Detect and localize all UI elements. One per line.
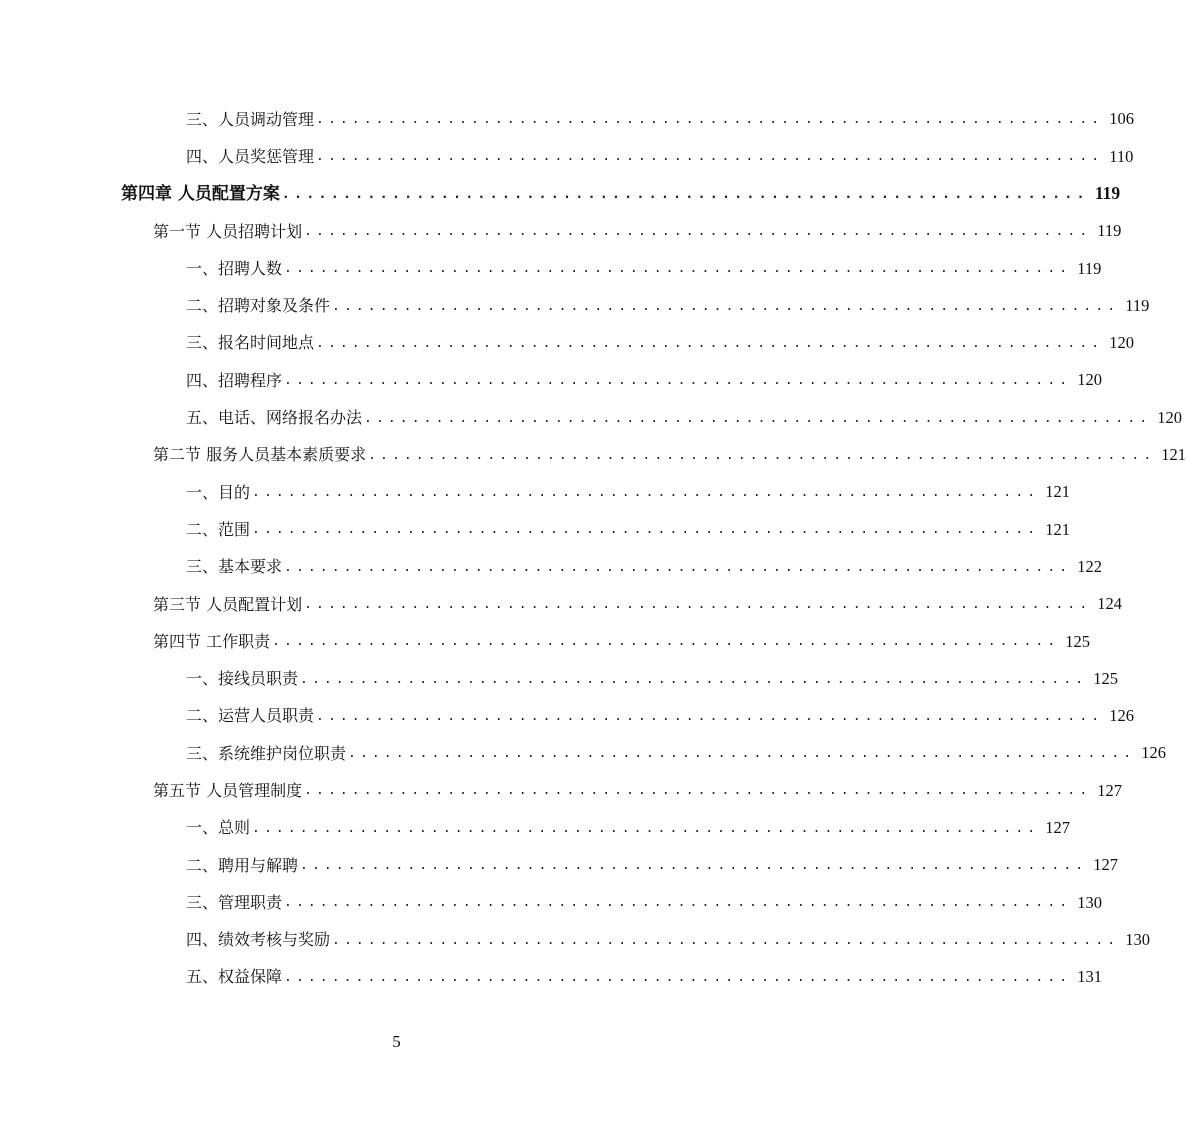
toc-entry-title: 五、电话、网络报名办法 xyxy=(186,408,363,428)
toc-entry-page: 127 xyxy=(1097,780,1123,800)
toc-entry-page: 110 xyxy=(1109,146,1134,166)
toc-entry-title: 一、目的 xyxy=(186,482,251,502)
dot-leader: .................................................................. xyxy=(316,335,1104,351)
toc-entry-title: 一、招聘人数 xyxy=(186,258,283,278)
toc-entry-title: 一、接线员职责 xyxy=(186,669,299,689)
toc-entry-title: 三、基本要求 xyxy=(186,557,283,577)
table-of-contents xyxy=(0,101,1186,996)
dot-leader: .................................................................. xyxy=(300,671,1088,687)
dot-leader: .................................................................. xyxy=(364,410,1152,426)
dot-leader: .................................................................. xyxy=(284,895,1072,911)
toc-entry-title: 三、人员调动管理 xyxy=(186,109,315,129)
toc-entry-page: 119 xyxy=(1097,221,1122,241)
toc-entry-title: 三、系统维护岗位职责 xyxy=(186,743,347,763)
dot-leader: .................................................................. xyxy=(316,112,1104,128)
toc-entry[interactable] xyxy=(0,959,1102,996)
toc-entry[interactable] xyxy=(0,884,1102,921)
toc-entry-page: 120 xyxy=(1077,370,1102,390)
toc-entry-title: 二、运营人员职责 xyxy=(186,706,315,726)
dot-leader: .................................................................. xyxy=(304,597,1092,612)
toc-entry[interactable] xyxy=(0,847,1118,884)
toc-section[interactable] xyxy=(0,772,1123,809)
toc-entry[interactable] xyxy=(0,399,1182,436)
toc-entry-title: 三、报名时间地点 xyxy=(186,333,315,353)
toc-section[interactable] xyxy=(0,213,1122,250)
toc-entry-page: 127 xyxy=(1045,818,1070,838)
page-number: 5 xyxy=(392,1032,401,1051)
toc-entry-page: 126 xyxy=(1141,743,1166,763)
dot-leader: .................................................................. xyxy=(252,820,1040,836)
toc-entry[interactable] xyxy=(0,287,1150,324)
dot-leader: .................................................................. xyxy=(316,149,1104,165)
toc-entry[interactable] xyxy=(0,362,1102,399)
toc-entry-page: 121 xyxy=(1045,482,1070,502)
dot-leader: .................................................................. xyxy=(332,932,1120,948)
dot-leader: .................................................................. xyxy=(284,969,1072,985)
dot-leader: .................................................................. xyxy=(300,858,1088,874)
toc-entry-page: 120 xyxy=(1157,407,1182,427)
dot-leader: .................................................................. xyxy=(281,186,1089,202)
dot-leader: .................................................................. xyxy=(348,746,1136,762)
toc-entry[interactable] xyxy=(0,698,1134,735)
toc-entry-title: 四、招聘程序 xyxy=(186,370,283,390)
toc-section[interactable] xyxy=(0,623,1091,660)
dot-leader: .................................................................. xyxy=(284,373,1072,389)
dot-leader: .................................................................. xyxy=(252,485,1040,501)
toc-entry-page: 119 xyxy=(1077,258,1102,278)
toc-entry-page: 121 xyxy=(1045,519,1070,539)
toc-entry[interactable] xyxy=(0,138,1134,175)
toc-entry-title: 三、管理职责 xyxy=(186,892,283,912)
toc-entry[interactable] xyxy=(0,511,1070,548)
toc-entry-title: 第四章 人员配置方案 xyxy=(121,183,280,204)
dot-leader: .................................................................. xyxy=(332,298,1120,314)
toc-entry-title: 二、范围 xyxy=(186,519,251,539)
toc-entry-title: 四、人员奖惩管理 xyxy=(186,146,315,166)
toc-entry-page: 131 xyxy=(1077,967,1102,987)
toc-entry-title: 第五节 人员管理制度 xyxy=(153,780,303,800)
toc-entry-title: 二、聘用与解聘 xyxy=(186,855,299,875)
toc-entry[interactable] xyxy=(0,660,1118,697)
toc-entry-page: 122 xyxy=(1077,556,1102,576)
toc-entry[interactable] xyxy=(0,549,1102,586)
toc-entry-page: 120 xyxy=(1109,333,1134,353)
toc-entry-page: 130 xyxy=(1125,929,1150,949)
dot-leader: .................................................................. xyxy=(252,522,1040,538)
toc-entry-title: 第四节 工作职责 xyxy=(153,631,271,651)
toc-chapter[interactable] xyxy=(0,176,1121,213)
toc-entry[interactable] xyxy=(0,325,1134,362)
toc-section[interactable] xyxy=(0,586,1123,623)
toc-entry-page: 106 xyxy=(1109,109,1134,129)
toc-entry-page: 125 xyxy=(1065,631,1091,651)
toc-entry[interactable] xyxy=(0,735,1166,772)
toc-entry[interactable] xyxy=(0,810,1070,847)
dot-leader: .................................................................. xyxy=(272,634,1060,650)
toc-entry[interactable] xyxy=(0,474,1070,511)
toc-entry-page: 130 xyxy=(1077,892,1102,912)
toc-entry[interactable] xyxy=(0,101,1134,138)
toc-entry-title: 一、总则 xyxy=(186,818,251,838)
toc-entry-page: 121 xyxy=(1161,445,1186,465)
toc-entry-page: 119 xyxy=(1094,183,1121,204)
toc-entry[interactable] xyxy=(0,250,1102,287)
toc-entry-page: 119 xyxy=(1125,295,1150,315)
toc-entry-title: 第三节 人员配置计划 xyxy=(153,594,303,614)
toc-entry-title: 二、招聘对象及条件 xyxy=(186,296,331,316)
toc-entry-page: 124 xyxy=(1097,594,1123,614)
toc-entry-title: 四、绩效考核与奖励 xyxy=(186,930,331,950)
dot-leader: .................................................................. xyxy=(284,559,1072,575)
dot-leader: .................................................................. xyxy=(304,224,1092,240)
toc-entry-page: 127 xyxy=(1093,855,1118,875)
toc-entry-title: 第一节 人员招聘计划 xyxy=(153,221,303,241)
dot-leader: .................................................................. xyxy=(368,447,1156,463)
toc-entry-page: 126 xyxy=(1109,706,1134,726)
toc-entry-page: 125 xyxy=(1093,668,1118,688)
toc-section[interactable] xyxy=(0,437,1186,474)
toc-entry-title: 五、权益保障 xyxy=(186,967,283,987)
dot-leader: .................................................................. xyxy=(316,708,1104,724)
dot-leader: .................................................................. xyxy=(284,261,1072,277)
toc-entry-title: 第二节 服务人员基本素质要求 xyxy=(153,445,367,465)
dot-leader: .................................................................. xyxy=(304,783,1092,799)
toc-entry[interactable] xyxy=(0,922,1150,959)
